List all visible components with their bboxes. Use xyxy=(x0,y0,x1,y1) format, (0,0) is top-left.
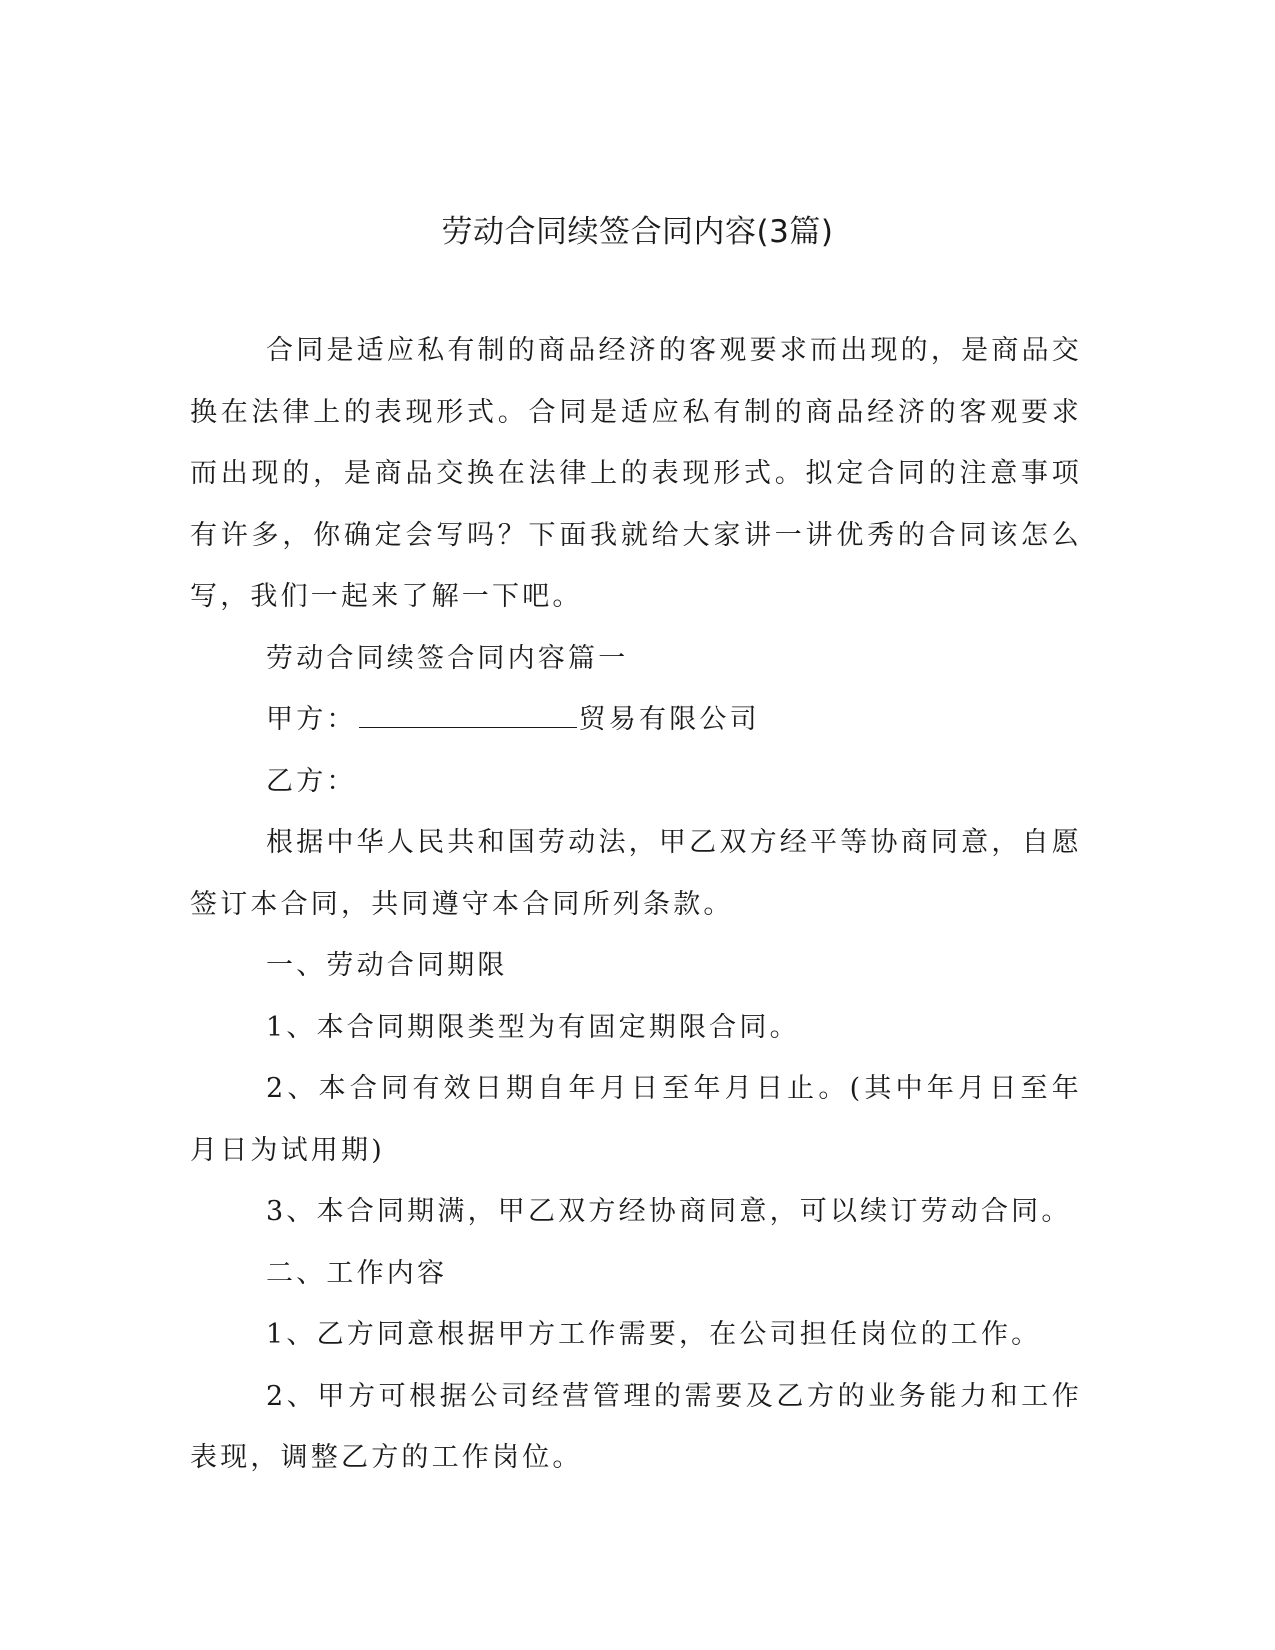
clause1-item-3: 3、本合同期满，甲乙双方经协商同意，可以续订劳动合同。 xyxy=(266,1196,1072,1227)
preamble-paragraph: 根据中华人民共和国劳动法，甲乙双方经平等协商同意，自愿签订本合同，共同遵守本合同所列条款。 xyxy=(190,827,1082,920)
party-a-label: 甲方： xyxy=(266,704,357,735)
party-a-line xyxy=(190,689,1082,751)
party-a-suffix: 贸易有限公司 xyxy=(578,704,760,735)
clause2-item-2: 2、甲方可根据公司经营管理的需要及乙方的业务能力和工作表现，调整乙方的工作岗位。 xyxy=(190,1380,1082,1473)
clause2-item-1: 1、乙方同意根据甲方工作需要，在公司担任岗位的工作。 xyxy=(266,1319,1042,1350)
clause1-item-2: 2、本合同有效日期自年月日至年月日止。(其中年月日至年月日为试用期) xyxy=(190,1073,1082,1166)
party-a-blank xyxy=(359,705,577,728)
document-title: 劳动合同续签合同内容(3篇) xyxy=(441,214,834,250)
clause2-heading: 二、工作内容 xyxy=(266,1257,448,1289)
section-heading: 劳动合同续签合同内容篇一 xyxy=(266,642,629,674)
document-body xyxy=(190,320,1082,1489)
clause1-item-1: 1、本合同期限类型为有固定期限合同。 xyxy=(266,1011,800,1043)
clause1-heading: 一、劳动合同期限 xyxy=(266,950,508,981)
intro-paragraph: 合同是适应私有制的商品经济的客观要求而出现的，是商品交换在法律上的表现形式。合同是适应私有制的商品经济的客观要求而出现的，是商品交换在法律上的表现形式。拟定合同的注意事项有许多，你确定会写吗？下面我就给大家讲一讲优秀的合同该怎么写，我们一起来了解一下吧。 xyxy=(190,335,1082,612)
party-b-line: 乙方： xyxy=(266,765,357,797)
